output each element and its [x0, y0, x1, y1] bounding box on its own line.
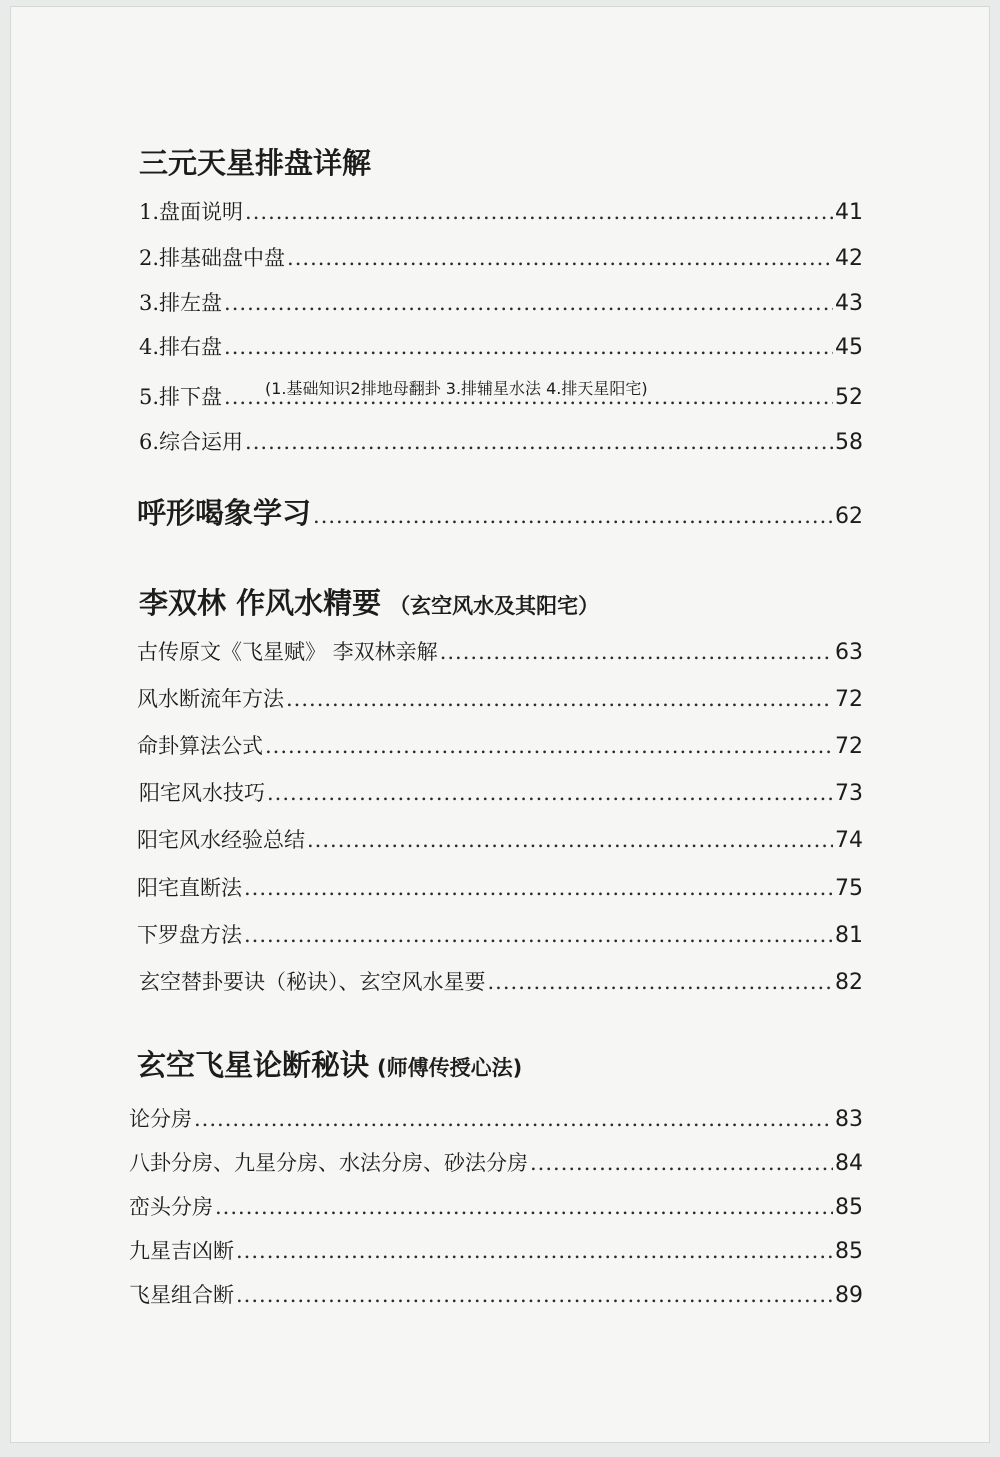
entry-label: 下罗盘方法: [137, 923, 242, 947]
section-title-text: 玄空飞星论断秘诀: [137, 1048, 370, 1082]
section-title-text: 三元天星排盘详解: [139, 146, 372, 180]
entry-label: 3.排左盘: [139, 291, 223, 315]
entry-label: 6.综合运用: [139, 430, 244, 454]
section-title: [139, 585, 599, 624]
toc-entry[interactable]: [139, 967, 863, 998]
toc-entry[interactable]: [137, 825, 863, 856]
toc-entry[interactable]: [129, 1104, 863, 1135]
toc-entry[interactable]: [137, 637, 863, 668]
entry-label: 峦头分房: [129, 1195, 213, 1219]
toc-entry[interactable]: [139, 427, 863, 458]
toc-entry[interactable]: [137, 731, 863, 762]
page-number: 42: [835, 246, 863, 271]
section-title: [139, 145, 371, 181]
toc-page: [10, 6, 990, 1443]
dot-leader: [236, 1236, 833, 1266]
section-subtitle: （玄空风水及其阳宅）: [389, 594, 600, 618]
dot-leader: [286, 684, 833, 714]
section-title: [137, 1047, 522, 1086]
toc-entry[interactable]: [139, 332, 863, 363]
page-number: 62: [835, 504, 863, 529]
dot-leader: [245, 427, 833, 457]
entry-label: 古传原文《飞星赋》 李双林亲解: [137, 640, 438, 664]
page-number: 73: [835, 781, 863, 806]
page-number: 89: [835, 1283, 863, 1308]
entry-label: 4.排右盘: [139, 335, 223, 359]
page-number: 74: [835, 828, 863, 853]
entry-label: 八卦分房、九星分房、水法分房、砂法分房: [129, 1151, 528, 1175]
page-number: 84: [835, 1151, 863, 1176]
entry-label: 2.排基础盘中盘: [139, 246, 286, 270]
page-number: 63: [835, 640, 863, 665]
toc-entry[interactable]: [137, 920, 863, 951]
dot-leader: [194, 1104, 833, 1134]
entry-label: 论分房: [129, 1107, 192, 1131]
toc-entry[interactable]: [139, 197, 863, 228]
toc-entry-section[interactable]: [137, 495, 863, 535]
dot-leader: [530, 1148, 833, 1178]
section-subtitle: (师傅传授心法): [377, 1056, 523, 1080]
dot-leader: [307, 825, 833, 855]
toc-entry[interactable]: [139, 243, 863, 274]
dot-leader: [244, 873, 833, 903]
dot-leader: [245, 197, 833, 227]
toc-entry[interactable]: [129, 1280, 863, 1311]
page-number: 45: [835, 335, 863, 360]
dot-leader: [224, 382, 833, 412]
dot-leader: [215, 1192, 833, 1222]
toc-entry[interactable]: [129, 1148, 863, 1179]
entry-label: 5.排下盘: [139, 385, 223, 409]
dot-leader: [313, 498, 833, 534]
toc-entry[interactable]: [129, 1192, 863, 1223]
entry-label: 飞星组合断: [129, 1283, 234, 1307]
toc-entry[interactable]: [139, 288, 863, 319]
toc-entry[interactable]: [139, 778, 863, 809]
dot-leader: [440, 637, 833, 667]
dot-leader: [236, 1280, 833, 1310]
entry-label: 命卦算法公式: [137, 734, 263, 758]
dot-leader: [287, 243, 833, 273]
dot-leader: [244, 920, 833, 950]
dot-leader: [267, 778, 833, 808]
entry-label: 九星吉凶断: [129, 1239, 234, 1263]
page-number: 41: [835, 200, 863, 225]
section-title-text: 呼形喝象学习: [137, 496, 312, 530]
toc-entry[interactable]: [129, 1236, 863, 1267]
section-title-text: 李双林 作风水精要: [139, 586, 382, 620]
page-number: 72: [835, 687, 863, 712]
entry-label: 阳宅直断法: [137, 876, 242, 900]
entry-label: 玄空替卦要诀（秘诀）、玄空风水星要: [139, 970, 486, 994]
page-number: 58: [835, 430, 863, 455]
entry-note: (1.基础知识2排地母翻卦 3.排辅星水法 4.排天星阳宅): [265, 379, 648, 398]
page-number: 82: [835, 970, 863, 995]
dot-leader: [265, 731, 833, 761]
toc-entry[interactable]: [139, 382, 863, 413]
entry-label: 阳宅风水经验总结: [137, 828, 305, 852]
page-number: 85: [835, 1195, 863, 1220]
page-number: 43: [835, 291, 863, 316]
page-number: 52: [835, 385, 863, 410]
page-number: 72: [835, 734, 863, 759]
page-number: 81: [835, 923, 863, 948]
page-number: 75: [835, 876, 863, 901]
dot-leader: [224, 288, 833, 318]
entry-label: 阳宅风水技巧: [139, 781, 265, 805]
entry-label: 风水断流年方法: [137, 687, 284, 711]
toc-entry[interactable]: [137, 684, 863, 715]
toc-entry[interactable]: [137, 873, 863, 904]
page-number: 83: [835, 1107, 863, 1132]
page-number: 85: [835, 1239, 863, 1264]
entry-label: 1.盘面说明: [139, 200, 244, 224]
dot-leader: [224, 332, 833, 362]
dot-leader: [488, 967, 834, 997]
